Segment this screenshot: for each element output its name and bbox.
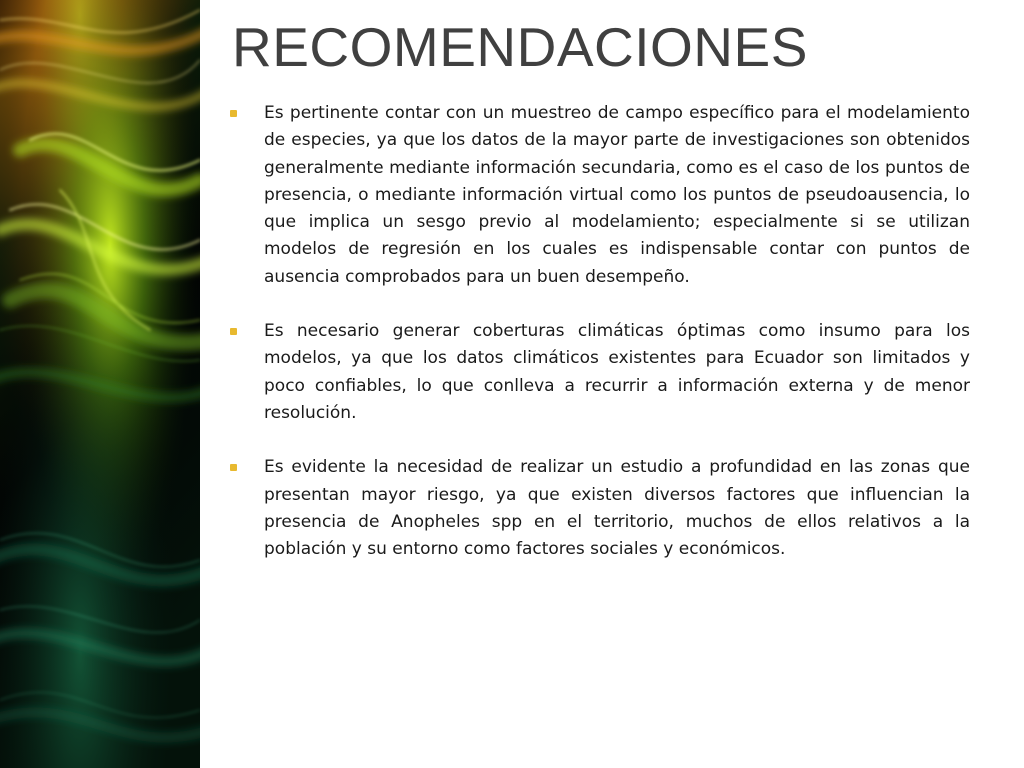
list-item — [228, 318, 970, 427]
list-item — [228, 454, 970, 563]
slide-title: RECOMENDACIONES — [232, 16, 808, 78]
bullet-list — [228, 100, 970, 590]
list-item — [228, 100, 970, 291]
smoke-art-icon — [0, 0, 200, 768]
bullet-text: Es necesario generar coberturas climáticas óptimas como insumo para los modelos, ya que los datos climáticos existentes para Ecuador son limitados y poco confiables, lo que conlleva a recurrir a información externa y de menor resolución. — [264, 321, 970, 423]
bullet-text: Es evidente la necesidad de realizar un estudio a profundidad en las zonas que presentan mayor riesgo, ya que existen diversos factores que influencian la presencia de Anopheles spp en el territorio, muchos de ellos relativos a la población y su entorno como factores sociales y económicos. — [264, 457, 970, 560]
bullet-square-icon — [230, 110, 237, 117]
bullet-text: Es pertinente contar con un muestreo de campo específico para el modelamiento de especies, ya que los datos de la mayor parte de investigaciones son obtenidos generalmente mediante información secundaria, como es el caso de los puntos de presencia, o mediante información virtual como los puntos de pseudoausencia, lo que implica un sesgo previo al modelamiento; especialmente si se utilizan modelos de regresión en los cuales es indispensable contar con puntos de ausencia comprobados para un buen desempeño. — [264, 103, 970, 287]
bullet-square-icon — [230, 328, 237, 335]
bullet-square-icon — [230, 464, 237, 471]
decorative-smoke-image — [0, 0, 200, 768]
